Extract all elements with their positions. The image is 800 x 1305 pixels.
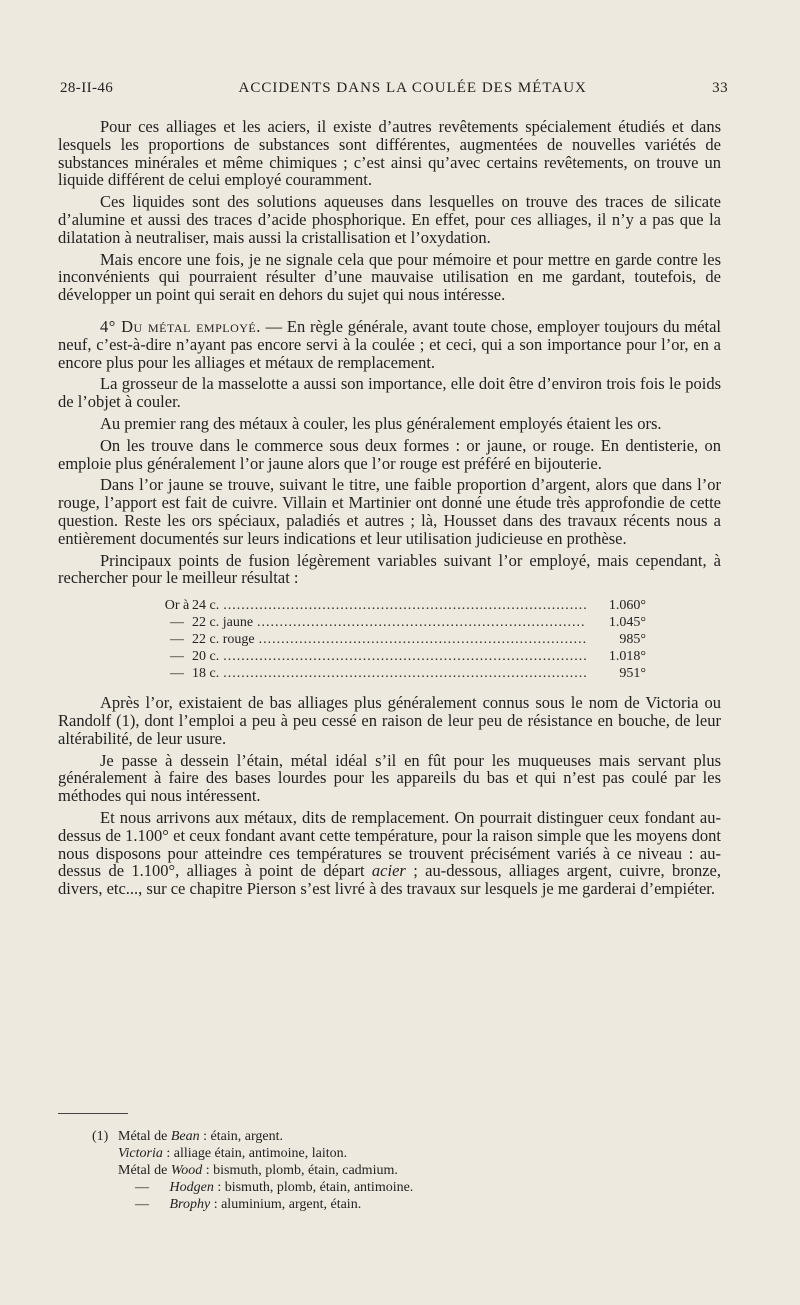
row-label: 24 c. [192, 598, 220, 614]
footnote-lead: — [135, 1197, 149, 1212]
footnote-lead: — [135, 1180, 149, 1195]
footnotes [92, 1128, 712, 1213]
paragraph: Je passe à dessein l’étain, métal idéal s’il en fût pour les muqueuses mais servant plus généralement à faire des bases lourdes pour les appareils du bas et qui n’est pas coulé par les méthodes qui nous intéressent. [58, 750, 721, 806]
paragraph-text: Et nous arrivons aux métaux, dits de remplacement. On pourrait distinguer ceux fondant au-dessus de 1.100° et ceux fondant avant cette température, pour la raison simple que les moyens dont nous disposons pour atteindre ces températures se trouvent précisément variés à ce niveau : au-dessus de 1.100°, alliages à point de départ [58, 807, 721, 881]
table-row [162, 631, 646, 648]
footnote-lead: Métal de [118, 1163, 168, 1178]
row-prefix: — [170, 666, 184, 682]
row-label: 22 c. jaune [192, 615, 254, 631]
paragraph: Mais encore une fois, je ne signale cela que pour mémoire et pour mettre en garde contre les inconvénients qui pourraient résulter d’une mauvaise utilisation en me gardant, toutefois, de développer un point qui serait en dehors du sujet qui nous intéresse. [58, 249, 721, 305]
row-prefix: — [170, 615, 184, 631]
footnote-line [92, 1162, 712, 1179]
footnote-line [92, 1179, 712, 1196]
row-prefix: — [170, 649, 184, 665]
leader-dots [257, 614, 586, 631]
footnote-line [92, 1196, 712, 1213]
page-header [60, 80, 728, 97]
paragraph-text: ; au-dessous, alliages argent, cuivre, bronze, divers, etc..., sur ce chapitre Pierson s’est livré à des travaux sur lesquels je me garderai d’empiéter. [58, 861, 721, 899]
leader-dots [223, 665, 586, 682]
row-value: 1.018° [608, 649, 646, 665]
row-label: 20 c. [192, 649, 220, 665]
footnote-rule [58, 1113, 128, 1114]
footnote-line [92, 1145, 712, 1162]
footnote-name: Hodgen [169, 1180, 214, 1195]
paragraph [58, 809, 721, 898]
footnote-line [92, 1128, 712, 1145]
footnote-lead: Métal de [118, 1129, 168, 1144]
paragraph: La grosseur de la masselotte a aussi son importance, elle doit être d’environ trois fois le poids de l’objet à couler. [58, 374, 721, 412]
footnote-name: Bean [170, 1129, 200, 1144]
footnote-mark: (1) [92, 1129, 109, 1144]
row-prefix: — [170, 632, 184, 648]
paragraph: Dans l’or jaune se trouve, suivant le titre, une faible proportion d’argent, alors que dans l’or rouge, l’apport est fait de cuivre. Villain et Martinier ont donné une étude très approfondie de cette question. Reste les ors spéciaux, paladiés et autres ; là, Housset dans des travaux récents nous a entièrement documentés sur leurs indications et leur utilisation judicieuse en prothèse. [58, 475, 721, 548]
leader-dots [223, 648, 586, 665]
footnote-desc: : étain, argent. [199, 1129, 283, 1144]
paragraph: Au premier rang des métaux à couler, les plus généralement employés étaient les ors. [100, 413, 662, 433]
table-row [162, 648, 646, 665]
header-date: 28-II-46 [60, 80, 114, 96]
leader-dots [223, 597, 586, 614]
row-label: 22 c. rouge [192, 632, 255, 648]
footnote-desc: : bismuth, plomb, étain, antimoine. [213, 1180, 414, 1195]
paragraph-text: — En règle générale, avant toute chose, employer toujours du métal neuf, c’est-à-dire n’ayant pas encore servi à la coulée ; et ceci, qui a son importance pour l’or, en a encore plus pour les alliages et métaux de remplacement. [58, 316, 721, 372]
row-value: 1.060° [608, 598, 646, 614]
paragraph: Ces liquides sont des solutions aqueuses dans lesquelles on trouve des traces de silicate d’alumine et aussi des traces d’acide phosphorique. En effet, pour ces alliages, il n’y a pas que la dilatation à neutraliser, mais aussi la cristallisation et l’oxydation. [58, 192, 721, 247]
row-prefix: Or à [164, 598, 190, 614]
footnote-name: Victoria [118, 1146, 163, 1161]
footnote-desc: : bismuth, plomb, étain, cadmium. [202, 1163, 398, 1178]
paragraph: Après l’or, existaient de bas alliages plus généralement connus sous le nom de Victoria ou Randolf (1), dont l’emploi a peu à peu cessé en raison de leur peu de résistance en bouche, de leur altérabilité, de leur usure. [58, 693, 721, 748]
row-value: 985° [619, 632, 646, 648]
footnote-desc: : alliage étain, antimoine, laiton. [162, 1146, 348, 1161]
paragraph: Principaux points de fusion légèrement variables suivant l’or employé, mais cependant, à rechercher pour le meilleur résultat : [58, 550, 721, 588]
table-row [162, 614, 646, 631]
body-text [58, 118, 721, 902]
row-value: 951° [619, 666, 646, 682]
table-row [162, 665, 646, 682]
footnote-desc: : aluminium, argent, étain. [210, 1197, 362, 1212]
paragraph: On les trouve dans le commerce sous deux formes : or jaune, or rouge. En dentisterie, on emploie plus généralement l’or jaune alors que l’or rouge est préféré en bijouterie. [58, 435, 721, 473]
section-heading: 4° Du métal employé. [100, 316, 261, 336]
melting-point-table [162, 597, 646, 682]
running-title: ACCIDENTS DANS LA COULÉE DES MÉTAUX [238, 80, 587, 96]
row-label: 18 c. [192, 666, 220, 682]
paragraph: Pour ces alliages et les aciers, il existe d’autres revêtements spécialement étudiés et dans lesquels les proportions de substances sont différentes, augmentées de nouvelles variétés de substances minérales et même chimiques ; c’est ainsi qu’avec certains revêtements, on trouve un liquide différent de celui employé couramment. [58, 117, 721, 190]
footnote-name: Brophy [169, 1197, 211, 1212]
row-value: 1.045° [608, 615, 646, 631]
paragraph [58, 318, 721, 371]
leader-dots [259, 631, 586, 648]
footnote-name: Wood [170, 1163, 203, 1178]
page-number: 33 [712, 80, 728, 96]
table-row [162, 597, 646, 614]
emphasis: acier [371, 861, 406, 881]
